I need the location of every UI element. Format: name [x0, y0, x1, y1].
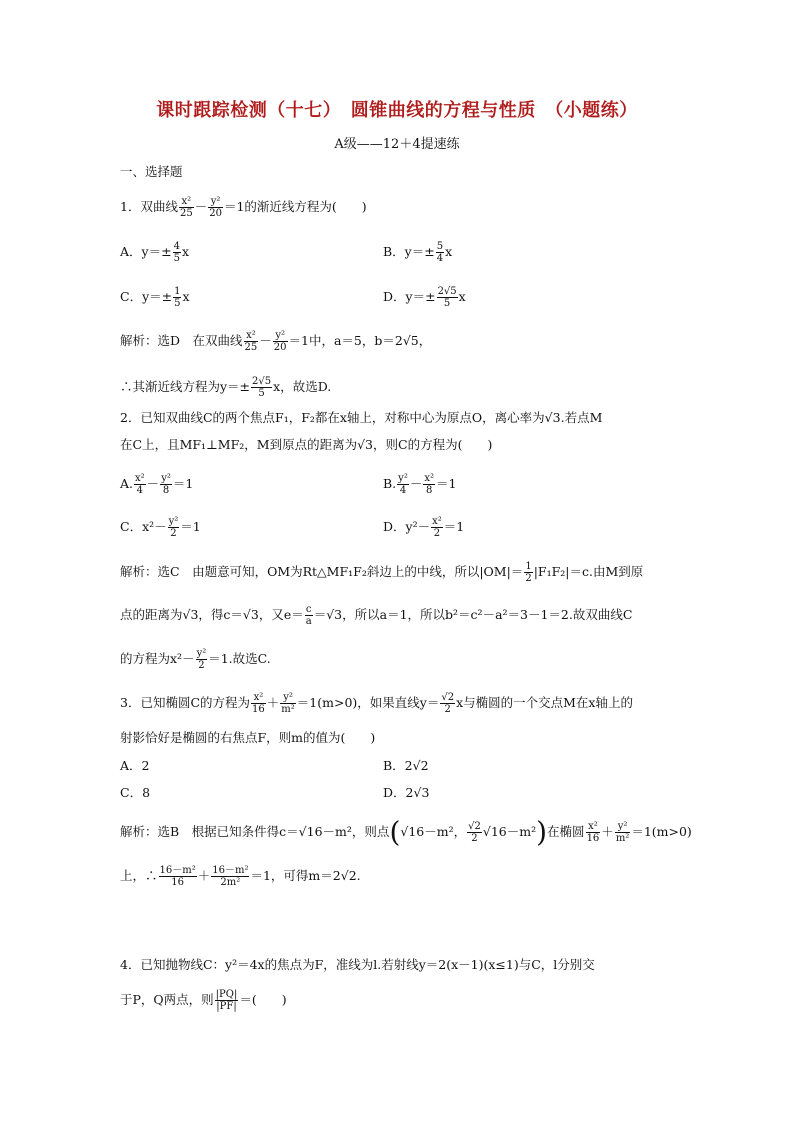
q2-option-a: A. $\frac{\text{x²}}{4}$ － $\frac{\text{y²}}{8}$ ＝1: [120, 473, 194, 496]
solution-text: |F₁F₂|＝c.由M到原: [533, 564, 644, 579]
fraction: [273, 330, 288, 353]
fraction: [437, 286, 458, 309]
operator: －: [194, 199, 208, 214]
denominator: 8: [162, 485, 170, 496]
q3-solution-line2: 上，∴ $\frac{\text{16－m²}}{16}$ ＋ $\frac{\text{16－m²}}{\text{2m²}}$ ＝1，可得m＝2√2.: [120, 865, 361, 888]
q2-stem-line1: 2．已知双曲线C的两个焦点F₁，F₂都在x轴上，对称中心为原点O，离心率为√3.若点M: [120, 410, 603, 425]
numerator: 5: [436, 241, 444, 252]
solution-text: 在椭圆: [547, 824, 585, 839]
solution-text: x，故选D.: [273, 379, 332, 394]
section-heading: 一、选择题: [120, 164, 183, 179]
option-text: D．y＝±: [383, 289, 436, 304]
q2-stem-line2: 在C上，且MF₁⊥MF₂，M到原点的距离为√3，则C的方程为( ): [120, 437, 493, 452]
solution-text: ＝√3，所以a＝1，所以b²＝c²－a²＝3－1＝2.故双曲线C: [313, 607, 633, 622]
q2-option-c: [120, 516, 201, 539]
denominator: 5: [174, 298, 181, 309]
fraction: [215, 989, 239, 1012]
numerator: x²: [244, 330, 259, 342]
q2-option-b: B. $\frac{\text{y²}}{4}$ － $\frac{\text{x²}}{8}$ ＝1: [383, 473, 457, 496]
numerator: 1: [525, 561, 532, 572]
numerator: x²: [432, 516, 442, 527]
denominator: 25: [244, 342, 258, 353]
solution-text: √16－m²: [482, 824, 537, 839]
fraction: [305, 604, 313, 627]
denominator: 4: [436, 253, 444, 264]
fraction: [251, 692, 266, 715]
q3-stem-line2: 射影恰好是椭圆的右焦点F，则m的值为( ): [120, 730, 376, 745]
denominator: 20: [273, 342, 287, 353]
denominator: 2: [444, 704, 451, 715]
fraction: [211, 865, 249, 888]
denominator: 2: [433, 528, 441, 539]
numerator: 4: [173, 241, 180, 252]
denominator: 16: [586, 833, 600, 844]
stem-text: 3．已知椭圆C的方程为: [120, 695, 251, 710]
denominator: 5: [258, 388, 265, 399]
solution-text: 解析：选B 根据已知条件得c＝√16－m²，则点: [120, 824, 390, 839]
numerator: x²: [586, 821, 601, 833]
operator: －: [259, 333, 272, 348]
page-subtitle: A级——12＋4提速练: [334, 137, 460, 152]
solution-text: ∴其渐近线方程为y＝±: [120, 379, 251, 394]
fraction: [615, 821, 631, 844]
solution-text: ＝1(m>0): [631, 824, 692, 839]
numerator: |PQ|: [215, 989, 238, 1000]
stem-text: ＝1(m>0)，如果直线y＝: [296, 695, 440, 710]
fraction: [244, 330, 259, 353]
denominator: 2: [525, 573, 532, 584]
denominator: 2: [170, 528, 177, 539]
solution-text: 点的距离为√3，得c＝√3，又e＝: [120, 607, 304, 622]
numerator: x²: [424, 473, 435, 484]
numerator: c: [305, 604, 312, 615]
fraction: [159, 865, 197, 888]
page-title: 课时跟踪检测（十七） 圆锥曲线的方程与性质 （小题练）: [156, 100, 638, 121]
solution-text: ＝1.故选C.: [208, 651, 271, 666]
solution-text: 的方程为x²－: [120, 651, 195, 666]
paren-right: ): [536, 815, 548, 849]
q1-stem-text: 1．双曲线: [120, 199, 178, 214]
option-text: B.: [383, 476, 397, 491]
numerator: x²: [251, 692, 266, 704]
numerator: 2√5: [252, 376, 272, 387]
numerator: y²: [398, 473, 408, 484]
denominator: 4: [399, 485, 407, 496]
solution-text: √16－m²，: [400, 824, 467, 839]
fraction: [467, 821, 482, 844]
q1-option-d: [383, 286, 466, 309]
fraction: [134, 473, 146, 496]
option-text: ＝1: [443, 519, 465, 534]
option-text: C．x²－: [120, 519, 167, 534]
denominator: 16: [171, 877, 184, 888]
numerator: 2√5: [437, 286, 457, 297]
denominator: 4: [136, 485, 144, 496]
q4-stem-line2: [120, 989, 287, 1012]
q3-option-c: C．8: [120, 785, 151, 800]
q3-option-b: B．2√2: [383, 758, 429, 773]
fraction: [431, 516, 443, 539]
solution-text: 解析：选C 由题意可知，OM为Rt△MF₁F₂斜边上的中线，所以|OM|＝: [120, 564, 524, 579]
denominator: m²: [615, 833, 630, 844]
stem-text: 于P，Q两点，则: [120, 992, 214, 1007]
denominator: 2m²: [220, 877, 241, 888]
solution-text: 解析：选D 在双曲线: [120, 333, 243, 348]
solution-text: ＝1中，a＝5，b＝2√5，: [288, 333, 432, 348]
fraction: [251, 376, 272, 399]
denominator: 16: [252, 704, 265, 715]
denominator: 2: [471, 833, 478, 844]
denominator: 8: [426, 485, 433, 496]
q1-option-c: [120, 286, 190, 309]
fraction: [160, 473, 172, 496]
q3-solution-line1: 解析：选B 根据已知条件得c＝√16－m²，则点(√16－m²， $\frac{√2}{2}$ √16－m²)在椭圆 $\frac{\text{x²}}{16}$ ＋ $\frac{\text{y²}}{\text{m²}}$ ＝1(m>0): [120, 815, 692, 849]
q2-solution-line1: [120, 561, 643, 584]
denominator: 5: [173, 253, 180, 264]
fraction: [524, 561, 532, 584]
numerator: y²: [208, 196, 223, 208]
numerator: 16－m²: [212, 865, 249, 876]
numerator: √2: [468, 821, 481, 832]
q1-stem-text: ＝1的渐近线方程为( ): [223, 199, 367, 214]
option-text: x: [181, 244, 190, 259]
q1-option-b: [383, 241, 452, 264]
numerator: y²: [161, 473, 171, 484]
denominator: 20: [209, 208, 222, 219]
fraction: [436, 241, 444, 264]
option-text: A．y＝±: [120, 244, 172, 259]
numerator: y²: [615, 821, 631, 833]
fraction: [179, 196, 194, 219]
fraction: [173, 286, 181, 309]
fraction: [196, 648, 208, 671]
q1-solution-line1: [120, 330, 431, 353]
option-text: x: [182, 289, 190, 304]
option-text: C．y＝±: [120, 289, 173, 304]
fraction: [440, 692, 455, 715]
option-text: ＝1: [180, 519, 201, 534]
denominator: m²: [281, 704, 295, 715]
q3-option-d: D．2√3: [383, 785, 430, 800]
option-text: x: [458, 289, 466, 304]
fraction: [168, 516, 180, 539]
denominator: 5: [443, 298, 451, 309]
stem-text: x与椭圆的一个交点M在x轴上的: [456, 695, 633, 710]
numerator: √2: [441, 692, 455, 703]
q2-solution-line3: [120, 648, 271, 671]
fraction: [208, 196, 223, 219]
fraction: [397, 473, 409, 496]
numerator: x²: [135, 473, 145, 484]
fraction: [423, 473, 435, 496]
fraction: [586, 821, 601, 844]
denominator: 2: [198, 660, 205, 671]
stem-text: ＝( ): [239, 992, 287, 1007]
q2-option-d: [383, 516, 464, 539]
q4-stem-line1: 4．已知抛物线C：y²＝4x的焦点为F，准线为l.若射线y＝2(x－1)(x≤1)与C，l分别交: [120, 957, 595, 972]
operator: ＋: [266, 695, 280, 710]
numerator: y²: [196, 648, 207, 659]
solution-text: ＝1，可得m＝2√2.: [250, 868, 361, 883]
option-text: x: [445, 244, 453, 259]
option-text: D．y²－: [383, 519, 431, 534]
numerator: x²: [179, 196, 194, 208]
denominator: a: [305, 616, 312, 627]
q1-solution-line2: [120, 376, 331, 399]
solution-text: 上，∴: [120, 868, 158, 883]
option-text: ＝1: [172, 476, 194, 491]
numerator: y²: [280, 692, 296, 704]
q2-solution-line2: [120, 604, 632, 627]
denominator: |PF|: [216, 1001, 237, 1012]
numerator: y²: [273, 330, 288, 342]
paren-left: (: [389, 815, 401, 849]
q1-option-a: [120, 241, 189, 264]
numerator: 1: [174, 286, 181, 297]
fraction: [173, 241, 181, 264]
q3-stem-line1: [120, 692, 633, 715]
option-text: ＝1: [436, 476, 457, 491]
q1-stem: [120, 196, 367, 219]
option-text: A.: [120, 476, 134, 491]
option-text: B．y＝±: [383, 244, 435, 259]
fraction: [280, 692, 296, 715]
q3-option-a: A．2: [120, 758, 150, 773]
numerator: y²: [168, 516, 179, 527]
numerator: 16－m²: [159, 865, 196, 876]
denominator: 25: [179, 208, 193, 219]
